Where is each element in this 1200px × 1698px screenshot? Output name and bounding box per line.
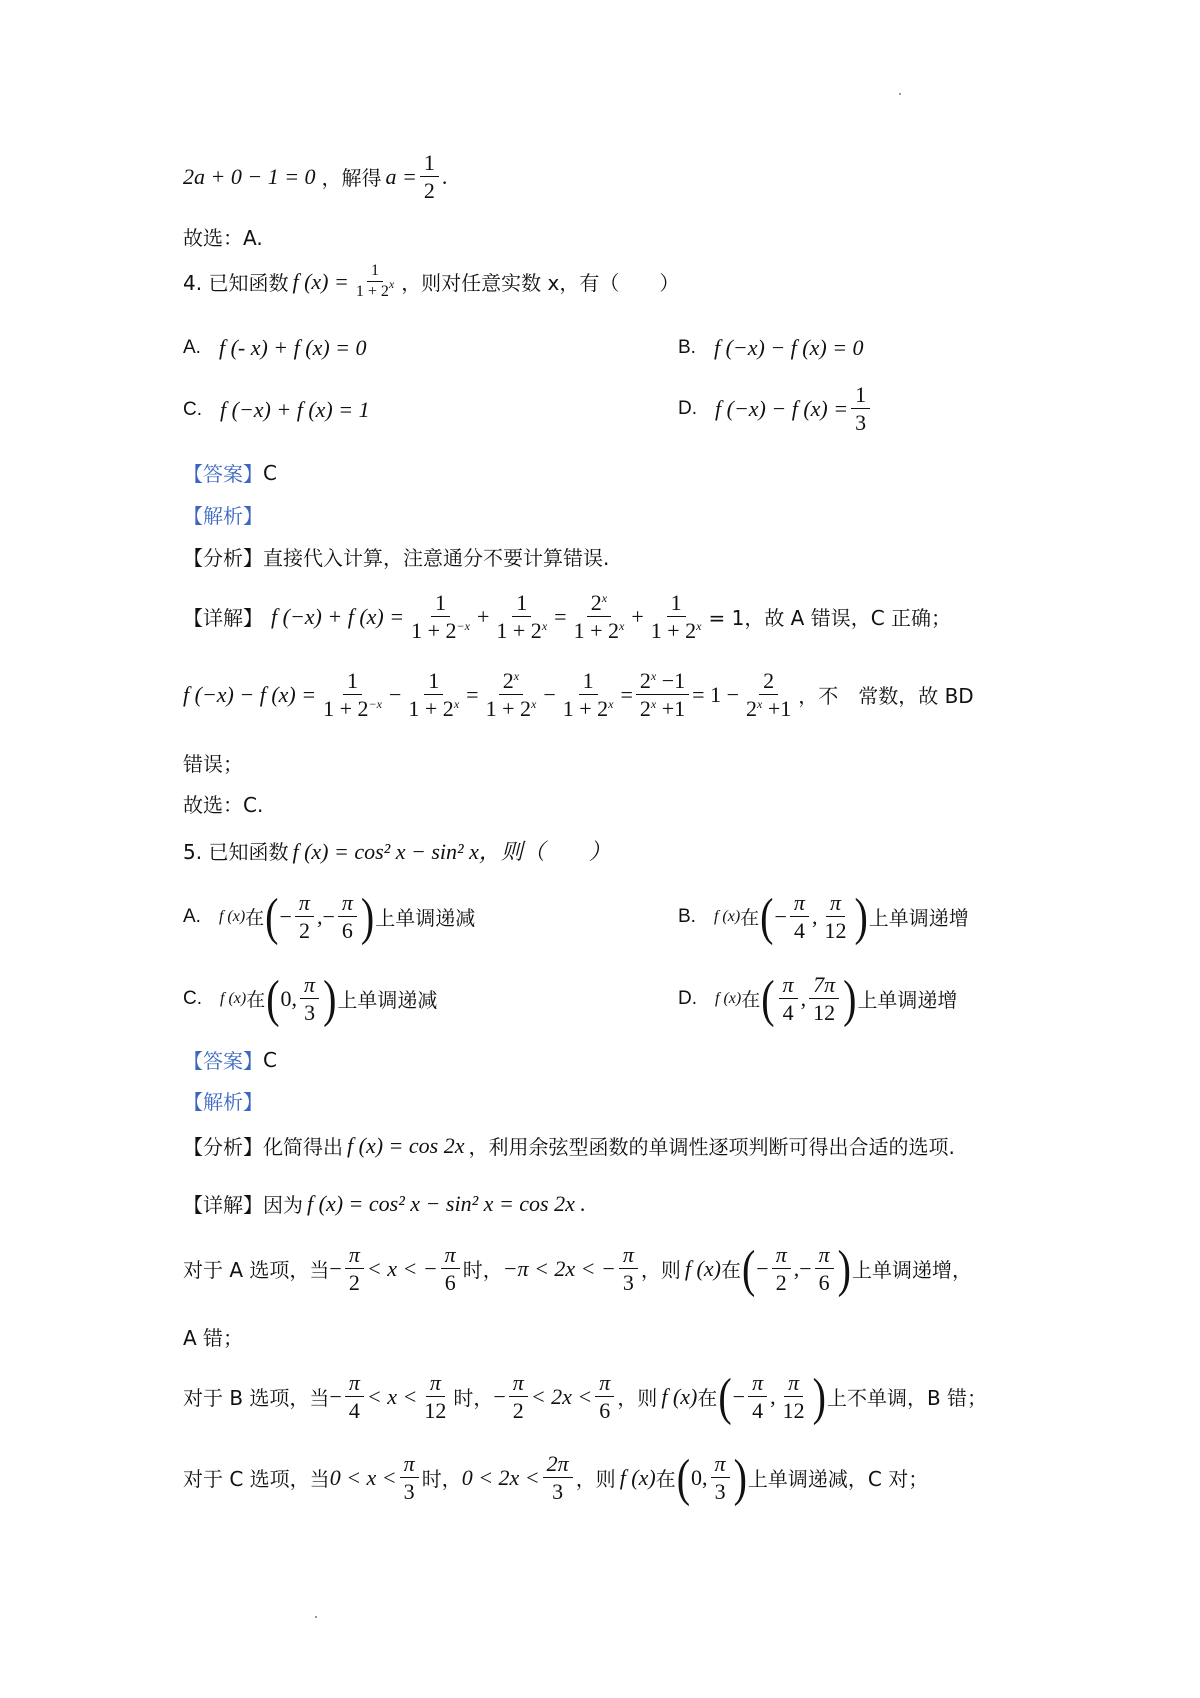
solution-line-1 xyxy=(183,150,447,204)
q5-option-d: D. f (x) 在 ( $\frac{\pi}{4}$ , $\frac{7\pi}{12}$ ) 上单调递增 xyxy=(678,969,958,1029)
scan-speck-top xyxy=(899,93,901,95)
frac-5: $\frac{1}{1 + 2^{-x}}$ xyxy=(323,668,382,722)
frac-8: $\frac{1}{1 + 2^x}$ xyxy=(562,668,614,722)
question-5: 5. 已知函数 f (x) = cos² x − sin² x，则（ ） xyxy=(183,839,611,864)
q4-option-a: A. f (- x) + f (x) = 0 xyxy=(183,335,367,360)
q4-option-b: B. f (−x) − f (x) = 0 xyxy=(678,335,864,360)
frac-1: $\frac{1}{1 + 2^{-x}}$ xyxy=(411,590,470,644)
xiangjie-5: 【详解】 因为 f (x) = cos² x − sin² x = cos 2x . xyxy=(183,1190,586,1217)
frac-4: $\frac{1}{1 + 2^x}$ xyxy=(650,590,702,644)
frac-2: $\frac{1}{1 + 2^x}$ xyxy=(496,590,548,644)
analysis-option-a-2: A 错； xyxy=(183,1326,244,1350)
analysis-option-b: 对于 B 选项，当 − $\frac{\pi}{4}$ < x < $\frac{\pi}{12}$ 时， − $\frac{\pi}{2}$ < 2x < $\frac{\pi}{6}$ ，则 f (x) 在 ( − $\frac{\pi}{4}$ , $\frac{\pi}{12}$ ) 上不单调，B 错； xyxy=(183,1367,988,1427)
detail-4-line-3: 错误； xyxy=(183,752,243,776)
analysis-option-c: 对于 C 选项，当 0 < x < $\frac{\pi}{3}$ 时， 0 < 2x < $\frac{2\pi}{3}$ ，则 f (x) 在 ( 0, $\frac{\pi}{3}$ ) 上单调递减，C 对； xyxy=(183,1448,929,1508)
q5-option-c: C. f (x) 在 ( 0, $\frac{\pi}{3}$ ) 上单调递减 xyxy=(183,969,438,1029)
period: . xyxy=(441,163,448,189)
q4-stem: 4. 已知函数 xyxy=(183,271,289,296)
variable-a: a = xyxy=(385,163,417,189)
detail-4-line-1: 【详解】 f (−x) + f (x) = $\frac{1}{1 + 2^{-x}}$ + $\frac{1}{1 + 2^x}$ = $\frac{2^x}{1 + 2^x}$ + $\frac{1}{1 + 2^x}$ = 1，故 A 错误，C 正确； xyxy=(183,590,952,644)
q4-option-d: D. f (−x) − f (x) = $\frac{1}{3}$ xyxy=(678,382,873,436)
frac-6: $\frac{1}{1 + 2^x}$ xyxy=(408,668,460,722)
frac-10: $\frac{2}{2^x +1}$ xyxy=(745,668,792,722)
answer-4: 【答案】 C xyxy=(183,460,277,486)
frac-9: $\frac{2^x -1}{2^x +1}$ xyxy=(636,668,689,722)
fraction-half: $\frac{1}{2}$ xyxy=(420,150,439,204)
text: ，解得 xyxy=(321,166,382,191)
detail-4-line-4: 故选：C. xyxy=(183,793,264,817)
q4-fraction: $\frac{1}{1 + 2^x}$ xyxy=(352,262,398,302)
analysis-4-heading: 【解析】 xyxy=(183,504,263,528)
frac-3: $\frac{2^x}{1 + 2^x}$ xyxy=(573,590,625,644)
detail-4-line-2: f (−x) − f (x) = $\frac{1}{1 + 2^{-x}}$ − $\frac{1}{1 + 2^x}$ = $\frac{2^x}{1 + 2^x}$ − $\frac{1}{1 + 2^x}$ = $\frac{2^x -1}{2^x +1}$ = 1 − $\frac{2}{2^x +1}$ ，不 常数，故 BD xyxy=(183,668,974,722)
fenxi-5: 【分析】 化简得出 f (x) = cos 2x ，利用余弦型函数的单调性逐项判断可得出合适的选项. xyxy=(183,1132,955,1159)
q5-option-a: A. f (x) 在 ( − $\frac{\pi}{2}$ ,− $\frac{\pi}{6}$ ) 上单调递减 xyxy=(183,887,476,947)
question-4 xyxy=(183,262,679,302)
analysis-5-heading: 【解析】 xyxy=(183,1090,263,1114)
analysis-option-a: 对于 A 选项，当 − $\frac{\pi}{2}$ < x < − $\frac{\pi}{6}$ 时， −π < 2x < − $\frac{\pi}{3}$ ，则 f (x) 在 ( − $\frac{\pi}{2}$ ,− $\frac{\pi}{6}$ ) 上单调递增， xyxy=(183,1239,972,1299)
q4-option-c: C. f (−x) + f (x) = 1 xyxy=(183,397,370,422)
fenxi-4: 【分析】 直接代入计算，注意通分不要计算错误. xyxy=(183,546,610,570)
equation: 2a + 0 − 1 = 0 xyxy=(183,163,316,189)
frac-7: $\frac{2^x}{1 + 2^x}$ xyxy=(485,668,537,722)
answer-choice-line: 故选：A. xyxy=(183,226,263,250)
scan-speck-bottom xyxy=(315,1616,317,1618)
q4-d-fraction: $\frac{1}{3}$ xyxy=(851,382,870,436)
q4-tail: ，则对任意实数 x，有（ ） xyxy=(401,271,680,296)
q5-option-b: B. f (x) 在 ( − $\frac{\pi}{4}$ , $\frac{\pi}{12}$ ) 上单调递增 xyxy=(678,887,969,947)
q4-denominator: $1 + 2^x$ xyxy=(355,277,395,301)
answer-5: 【答案】 C xyxy=(183,1047,277,1073)
q4-fx: f (x) = xyxy=(292,268,349,294)
